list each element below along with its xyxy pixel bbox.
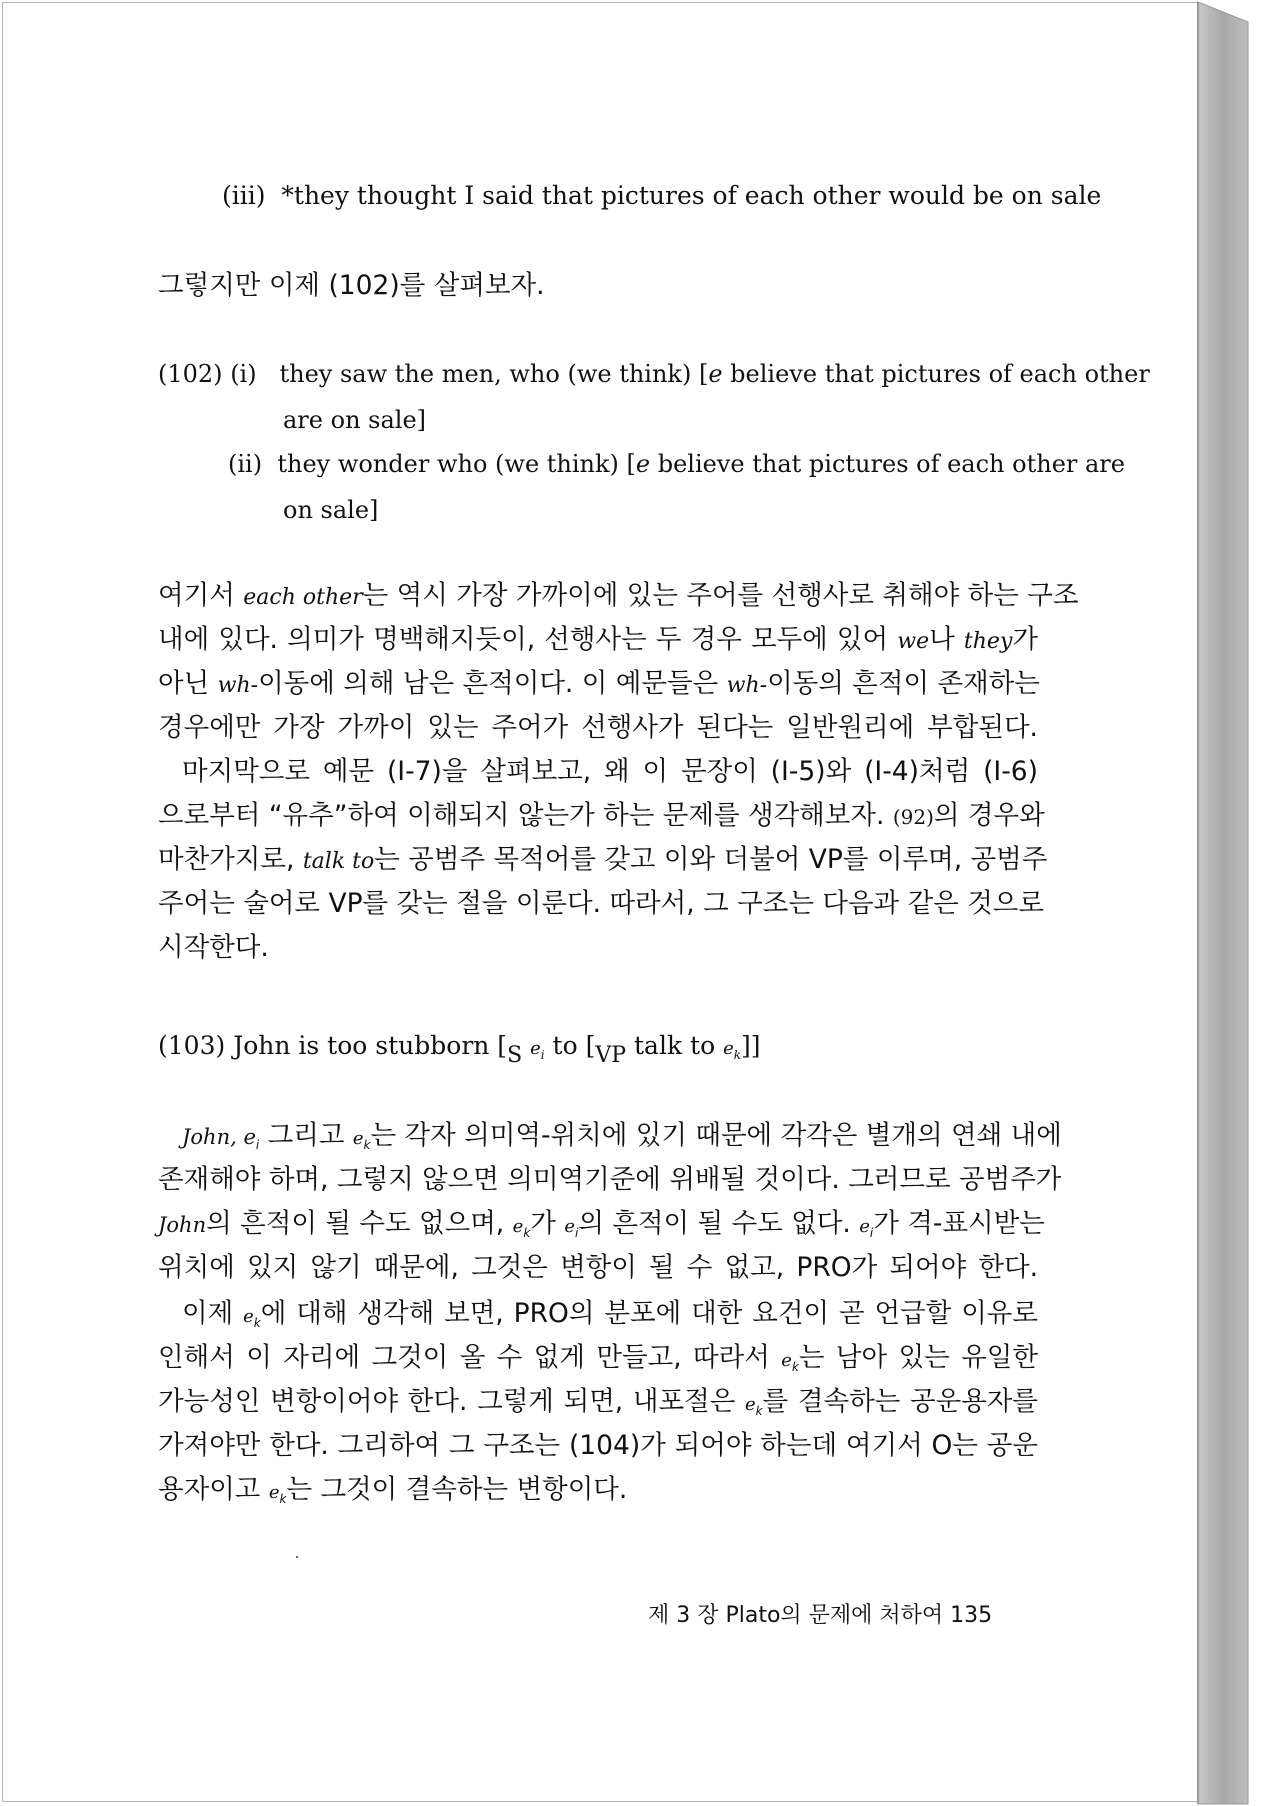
text: 이제 [182, 1298, 244, 1329]
para2-line3 [158, 844, 1048, 878]
example-102-ii-line2: on sale] [283, 496, 379, 524]
italic-term: e [859, 1216, 870, 1237]
text: 에 대해 생각해 보면, PRO의 분포에 대한 요건이 곧 언급할 이유로 [260, 1298, 1038, 1329]
empty-category: e [708, 360, 723, 388]
example-text: John is too stubborn [ [233, 1031, 508, 1060]
example-text: they saw the men, who (we think) [ [279, 360, 709, 388]
text: 는 공범주 목적어를 갖고 이와 더불어 VP를 이루며, 공범주 [374, 844, 1048, 875]
text: 의 흔적이 될 수도 없으며, [206, 1208, 513, 1239]
text: 를 결속하는 공운용자를 [762, 1386, 1038, 1417]
para4-line5 [158, 1474, 627, 1515]
italic-term: wh- [217, 673, 259, 698]
para1-line1 [158, 580, 1079, 614]
text: 그리고 [259, 1120, 353, 1151]
para4-line3 [158, 1386, 1038, 1427]
index: k [523, 1226, 531, 1240]
para1-line4: 경우에만 가장 가까이 있는 주어가 선행사가 된다는 일반원리에 부합된다. [158, 712, 1038, 743]
empty-category: e [530, 1038, 541, 1059]
index: k [363, 1138, 371, 1152]
example-number: (102) [158, 360, 223, 388]
text: 가 격-표시받는 [873, 1208, 1045, 1239]
para2-line4: 주어는 술어로 VP를 갖는 절을 이룬다. 따라서, 그 구조는 다음과 같은 것으로 [158, 888, 1044, 919]
italic-term: e [745, 1394, 756, 1415]
italic-term: each other [243, 585, 363, 610]
italic-term: wh- [726, 673, 768, 698]
example-label: (iii) [222, 181, 266, 210]
italic-term: John, e [182, 1125, 256, 1149]
empty-category: e [723, 1038, 734, 1059]
para1-line2 [158, 624, 1038, 658]
example-102-i-line2: are on sale] [283, 406, 427, 434]
para3-line2: 존재해야 하며, 그렇지 않으면 의미역기준에 위배될 것이다. 그러므로 공범주가 [158, 1164, 1062, 1195]
reference-number: (92) [892, 805, 934, 829]
italic-term: talk to [302, 849, 375, 874]
para4-line1 [182, 1298, 1038, 1339]
italic-term: we [897, 629, 930, 654]
index: k [791, 1360, 799, 1374]
text: 는 그것이 결속하는 변항이다. [286, 1474, 628, 1505]
index: i [574, 1226, 579, 1240]
para3-line4: 위치에 있지 않기 때문에, 그것은 변항이 될 수 없고, PRO가 되어야 한다. [158, 1252, 1038, 1283]
italic-term: e [268, 1482, 280, 1503]
example-text: believe that pictures of each other are [650, 450, 1125, 478]
text: 는 각자 의미역-위치에 있기 때문에 각각은 별개의 연쇄 내에 [370, 1120, 1062, 1151]
text: 여기서 [158, 580, 244, 611]
empty-category: e [635, 450, 651, 478]
index: k [733, 1048, 742, 1062]
text: 가능성인 변항이어야 한다. 그렇게 되면, 내포절은 [158, 1386, 745, 1417]
italic-term: e [512, 1216, 524, 1237]
text: 아닌 [158, 668, 218, 699]
example-102-i-line1 [158, 358, 1150, 390]
para3-line3 [158, 1208, 1045, 1249]
para4-line2 [158, 1342, 1038, 1383]
example-text: ]] [741, 1031, 761, 1060]
text: 나 [929, 624, 964, 655]
text: 이동에 의해 남은 흔적이다. 이 예문들은 [258, 668, 727, 699]
italic-term: e [564, 1216, 575, 1237]
index: k [279, 1492, 287, 1506]
example-text: believe that pictures of each other [722, 360, 1150, 388]
example-103 [158, 1030, 761, 1072]
scan-dot [296, 1556, 298, 1558]
text: 는 남아 있는 유일한 [798, 1342, 1038, 1373]
example-text: to [ [544, 1031, 596, 1060]
label-s: S [507, 1043, 523, 1068]
para2-line1: 마지막으로 예문 (I-7)을 살펴보고, 왜 이 문장이 (I-5)와 (I-4)처럼 (I-6) [182, 756, 1038, 787]
text: 마찬가지로, [158, 844, 303, 875]
example-label: (i) [230, 360, 257, 388]
text: 용자이고 [158, 1474, 269, 1505]
index: i [540, 1048, 545, 1062]
index: i [255, 1138, 260, 1152]
para1-line3 [158, 668, 1038, 702]
para3-line1 [182, 1120, 1062, 1161]
index: i [869, 1226, 874, 1240]
example-text: they wonder who (we think) [ [277, 450, 636, 478]
example-text: *they thought I said that pictures of each other would be on sale [281, 181, 1102, 210]
example-102-ii-line1 [228, 448, 1125, 480]
para4-line4: 가져야만 한다. 그리하여 그 구조는 (104)가 되어야 하는데 여기서 O는 공운 [158, 1430, 1038, 1461]
intro-102: 그렇지만 이제 (102)를 살펴보자. [158, 270, 545, 301]
example-101-iii [222, 180, 1101, 212]
text: 으로부터 “유추”하여 이해되지 않는가 하는 문제를 생각해보자. [158, 800, 893, 831]
example-number: (103) [158, 1031, 226, 1060]
label-vp: VP [595, 1043, 627, 1068]
para2-line5: 시작한다. [158, 932, 269, 963]
index: k [253, 1316, 261, 1330]
text: 는 역시 가장 가까이에 있는 주어를 선행사로 취해야 하는 구조 [362, 580, 1079, 611]
example-text: talk to [626, 1031, 724, 1060]
text: 의 경우와 [933, 800, 1045, 831]
running-footer: 제 3 장 Plato의 문제에 처하여 135 [648, 1603, 993, 1628]
text: 인해서 이 자리에 그것이 올 수 없게 만들고, 따라서 [158, 1342, 782, 1373]
italic-term: e [352, 1128, 364, 1149]
index: k [755, 1404, 763, 1418]
text: 이동의 흔적이 존재하는 [767, 668, 1040, 699]
text: 가 [1012, 624, 1038, 655]
italic-term: e [781, 1350, 792, 1371]
italic-term: they [963, 629, 1013, 654]
para2-line2 [158, 800, 1045, 833]
italic-term: e [243, 1306, 254, 1327]
text: 가 [530, 1208, 565, 1239]
italic-term: John [158, 1213, 207, 1237]
text: 내에 있다. 의미가 명백해지듯이, 선행사는 두 경우 모두에 있어 [158, 624, 898, 655]
example-label: (ii) [228, 450, 263, 478]
text: 의 흔적이 될 수도 없다. [578, 1208, 860, 1239]
